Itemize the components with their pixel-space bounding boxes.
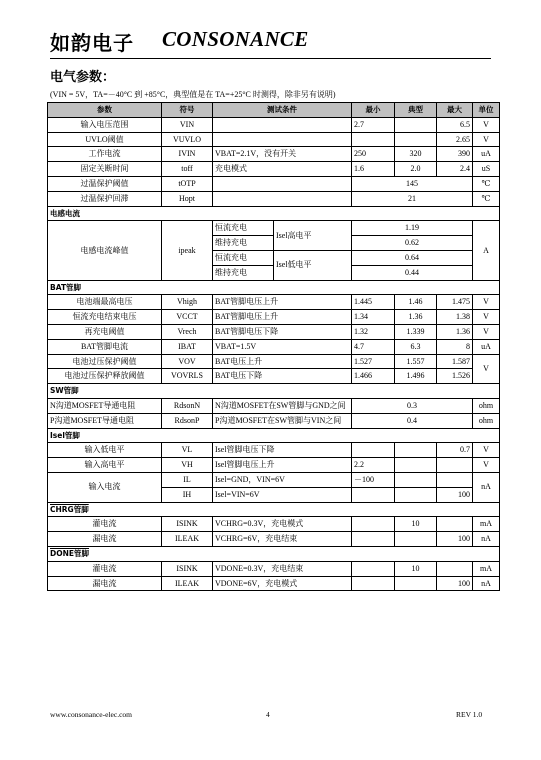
unit-cell: V: [473, 354, 500, 384]
unit-cell: V: [473, 132, 500, 147]
param-cell: 过温保护回滞: [48, 191, 162, 206]
typ-cell: 10: [395, 561, 437, 576]
table-row: [48, 191, 500, 206]
typ-cell: [395, 487, 437, 502]
typ-cell: 2.0: [395, 162, 437, 177]
max-cell: 2.4: [437, 162, 473, 177]
param-cell: 电池端最高电压: [48, 295, 162, 310]
symbol-cell: VCCT: [162, 310, 213, 325]
condition-subtable: [213, 221, 351, 279]
table-row: [48, 517, 500, 532]
unit-cell: nA: [473, 576, 500, 591]
symbol-cell: ipeak: [162, 221, 213, 280]
condition-cell: VBAT=1.5V: [213, 339, 352, 354]
table-row: [48, 413, 500, 428]
param-cell: 输入低电平: [48, 443, 162, 458]
min-cell: 2.2: [352, 458, 395, 473]
unit-cell: nA: [473, 532, 500, 547]
symbol-cell: VUVLO: [162, 132, 213, 147]
symbol-cell: Vhigh: [162, 295, 213, 310]
min-cell: [352, 132, 395, 147]
typ-cell: 1.36: [395, 310, 437, 325]
condition-cell: BAT管脚电压上升: [213, 295, 352, 310]
typ-cell: [395, 472, 437, 487]
param-cell: 电池过压保护阈值: [48, 354, 162, 369]
section-label-chrg-text: CHRG管脚: [50, 504, 89, 514]
mode-cell: 恒流充电: [213, 221, 274, 235]
max-cell: 1.587: [437, 354, 473, 369]
condition-cell: Isel=GND，VIN=6V: [213, 472, 352, 487]
section-label-done-text: DONE管脚: [50, 548, 90, 558]
symbol-cell: ISINK: [162, 561, 213, 576]
unit-cell: mA: [473, 561, 500, 576]
mode-cell: 维持充电: [213, 236, 274, 251]
param-cell: 灌电流: [48, 517, 162, 532]
max-cell: 390: [437, 147, 473, 162]
typ-cell: 0.4: [352, 413, 473, 428]
min-cell: 250: [352, 147, 395, 162]
table-row: [48, 295, 500, 310]
table-row: [48, 324, 500, 339]
col-header: 单位: [473, 103, 500, 118]
col-header: 参数: [48, 103, 162, 118]
condition-cell: 充电模式: [213, 162, 352, 177]
max-cell: 2.65: [437, 132, 473, 147]
min-cell: [352, 532, 395, 547]
unit-cell: ℃: [473, 191, 500, 206]
min-cell: [352, 576, 395, 591]
table-row: [48, 339, 500, 354]
typ-cell: 6.3: [395, 339, 437, 354]
max-cell: 1.526: [437, 369, 473, 384]
table-row: [48, 443, 500, 458]
min-cell: [352, 443, 395, 458]
col-header: 符号: [162, 103, 213, 118]
max-cell: 6.5: [437, 117, 473, 132]
max-cell: [437, 458, 473, 473]
typ-cell: 0.62: [352, 236, 473, 251]
param-cell: 恒流充电结束电压: [48, 310, 162, 325]
unit-cell: uS: [473, 162, 500, 177]
section-label-chrg: [48, 502, 500, 517]
param-cell: 输入高电平: [48, 458, 162, 473]
typ-cell: [395, 532, 437, 547]
table-row: [48, 561, 500, 576]
param-cell: P沟道MOSFET导通电阻: [48, 413, 162, 428]
condition-cell: N沟道MOSFET在SW管脚与GND之间: [213, 398, 352, 413]
max-cell: [437, 561, 473, 576]
condition-cell: BAT管脚电压下降: [213, 324, 352, 339]
typ-cell: [395, 458, 437, 473]
company-logo-en: CONSONANCE: [162, 27, 309, 51]
table-row: [48, 310, 500, 325]
min-cell: 1.466: [352, 369, 395, 384]
condition-cell: BAT管脚电压上升: [213, 310, 352, 325]
table-row: [48, 369, 500, 384]
table-header-row: [48, 103, 500, 118]
condition-cell: VBAT=2.1V，没有开关: [213, 147, 352, 162]
max-cell: 1.38: [437, 310, 473, 325]
param-cell: 漏电流: [48, 532, 162, 547]
symbol-cell: VOVRLS: [162, 369, 213, 384]
unit-cell: nA: [473, 472, 500, 502]
table-row: [48, 354, 500, 369]
company-logo-cn: 如韵电子: [50, 31, 134, 55]
typ-cell: 1.19: [352, 221, 473, 236]
typ-cell: 1.339: [395, 324, 437, 339]
symbol-cell: ILEAK: [162, 532, 213, 547]
condition-cell: Isel管脚电压上升: [213, 458, 352, 473]
condition-cell: Isel管脚电压下降: [213, 443, 352, 458]
max-cell: 100: [437, 532, 473, 547]
section-label-inductor: 电感电流: [48, 206, 500, 221]
electrical-spec-table: [47, 102, 500, 591]
condition-cell: VCHRG=0.3V，充电模式: [213, 517, 352, 532]
min-cell: 1.527: [352, 354, 395, 369]
typ-cell: [395, 576, 437, 591]
condition-cell: VDONE=0.3V，充电结束: [213, 561, 352, 576]
symbol-cell: IBAT: [162, 339, 213, 354]
table-row: [48, 176, 500, 191]
max-cell: [437, 517, 473, 532]
condition-cell: BAT电压上升: [213, 354, 352, 369]
max-cell: [437, 472, 473, 487]
unit-cell: V: [473, 117, 500, 132]
page-header: [50, 27, 490, 55]
symbol-cell: RdsonP: [162, 413, 213, 428]
col-header: 最大: [437, 103, 473, 118]
typ-cell: 145: [352, 176, 473, 191]
param-cell: 电池过压保护释放阈值: [48, 369, 162, 384]
unit-cell: V: [473, 458, 500, 473]
min-cell: 1.34: [352, 310, 395, 325]
symbol-cell: VL: [162, 443, 213, 458]
section-label-done: [48, 546, 500, 561]
unit-cell: V: [473, 324, 500, 339]
section-label-isel: Isel管脚: [48, 428, 500, 443]
section-row: [48, 384, 500, 399]
condition-cell: VCHRG=6V，充电结束: [213, 532, 352, 547]
unit-cell: V: [473, 443, 500, 458]
col-header: 典型: [395, 103, 437, 118]
max-cell: 8: [437, 339, 473, 354]
typ-cell: 1.46: [395, 295, 437, 310]
unit-cell: ohm: [473, 398, 500, 413]
condition-group: [213, 221, 352, 280]
symbol-cell: tOTP: [162, 176, 213, 191]
table-row: [48, 458, 500, 473]
symbol-cell: Hopt: [162, 191, 213, 206]
param-cell: 再充电阈值: [48, 324, 162, 339]
min-cell: [352, 517, 395, 532]
section-row: [48, 502, 500, 517]
table-row: [48, 162, 500, 177]
unit-cell: V: [473, 310, 500, 325]
unit-cell: uA: [473, 147, 500, 162]
unit-cell: uA: [473, 339, 500, 354]
condition-cell: P沟道MOSFET在SW管脚与VIN之间: [213, 413, 352, 428]
typ-cell: [395, 443, 437, 458]
param-cell: 过温保护阈值: [48, 176, 162, 191]
mode-cell: 恒流充电: [213, 250, 274, 265]
symbol-cell: Vrech: [162, 324, 213, 339]
table-row: [48, 398, 500, 413]
condition-cell: BAT电压下降: [213, 369, 352, 384]
condition-cell: [213, 132, 352, 147]
section-row: [48, 546, 500, 561]
symbol-cell: VH: [162, 458, 213, 473]
test-conditions: (VIN = 5V，TA=－40°C 到 +85°C，典型值是在 TA=+25°C 时测得，除非另有说明): [50, 90, 336, 99]
param-cell: 电感电流峰值: [48, 221, 162, 280]
typ-cell: [395, 132, 437, 147]
max-cell: 100: [437, 576, 473, 591]
max-cell: 0.7: [437, 443, 473, 458]
min-cell: 1.445: [352, 295, 395, 310]
typ-cell: 1.557: [395, 354, 437, 369]
param-cell: 固定关断时间: [48, 162, 162, 177]
section-row: [48, 280, 500, 295]
table-row: [48, 132, 500, 147]
table-row: [48, 117, 500, 132]
typ-cell: 21: [352, 191, 473, 206]
symbol-cell: IL: [162, 472, 213, 487]
max-cell: 1.475: [437, 295, 473, 310]
section-row: [48, 428, 500, 443]
min-cell: 1.32: [352, 324, 395, 339]
table-row: [48, 532, 500, 547]
param-cell: N沟道MOSFET导通电阻: [48, 398, 162, 413]
typ-cell: 0.64: [352, 250, 473, 265]
section-row: [48, 206, 500, 221]
unit-cell: V: [473, 295, 500, 310]
section-label-bat: BAT管脚: [48, 280, 500, 295]
min-cell: 4.7: [352, 339, 395, 354]
symbol-cell: ISINK: [162, 517, 213, 532]
mode-cell: 维持充电: [213, 265, 274, 279]
param-cell: 漏电流: [48, 576, 162, 591]
footer-page-number: 4: [266, 710, 270, 719]
table-row: [48, 147, 500, 162]
symbol-cell: VOV: [162, 354, 213, 369]
param-cell: 工作电流: [48, 147, 162, 162]
unit-cell: ohm: [473, 413, 500, 428]
param-cell: 输入电压范围: [48, 117, 162, 132]
unit-cell: ℃: [473, 176, 500, 191]
section-label-sw: SW管脚: [48, 384, 500, 399]
table-row: [48, 472, 500, 487]
col-header: 测试条件: [213, 103, 352, 118]
typ-cell: [395, 117, 437, 132]
typ-cell: 0.3: [352, 398, 473, 413]
symbol-cell: IVIN: [162, 147, 213, 162]
typ-cell: 10: [395, 517, 437, 532]
min-cell: 1.6: [352, 162, 395, 177]
condition-cell: [213, 176, 352, 191]
section-title: 电气参数：: [50, 70, 116, 85]
level-cell: Isel低电平: [276, 260, 312, 270]
param-cell: UVLO阈值: [48, 132, 162, 147]
min-cell: [352, 487, 395, 502]
table-row: [48, 576, 500, 591]
min-cell: －100: [352, 472, 395, 487]
condition-cell: [213, 191, 352, 206]
param-cell: 输入电流: [48, 472, 162, 502]
unit-cell: A: [473, 221, 500, 280]
typ-cell: 1.496: [395, 369, 437, 384]
condition-cell: Isel=VIN=6V: [213, 487, 352, 502]
max-cell: 100: [437, 487, 473, 502]
typ-cell: 320: [395, 147, 437, 162]
symbol-cell: RdsonN: [162, 398, 213, 413]
symbol-cell: VIN: [162, 117, 213, 132]
header-divider: [50, 58, 491, 59]
symbol-cell: toff: [162, 162, 213, 177]
footer-website: www.consonance-elec.com: [50, 710, 132, 719]
min-cell: [352, 561, 395, 576]
min-cell: 2.7: [352, 117, 395, 132]
unit-cell: mA: [473, 517, 500, 532]
max-cell: 1.36: [437, 324, 473, 339]
typ-cell: 0.44: [352, 265, 473, 280]
param-cell: BAT管脚电流: [48, 339, 162, 354]
symbol-cell: ILEAK: [162, 576, 213, 591]
table-row: [48, 221, 500, 236]
condition-cell: VDONE=6V，充电模式: [213, 576, 352, 591]
symbol-cell: IH: [162, 487, 213, 502]
param-cell: 灌电流: [48, 561, 162, 576]
footer-revision: REV 1.0: [456, 710, 483, 719]
condition-cell: [213, 117, 352, 132]
col-header: 最小: [352, 103, 395, 118]
level-cell: Isel高电平: [274, 221, 352, 250]
